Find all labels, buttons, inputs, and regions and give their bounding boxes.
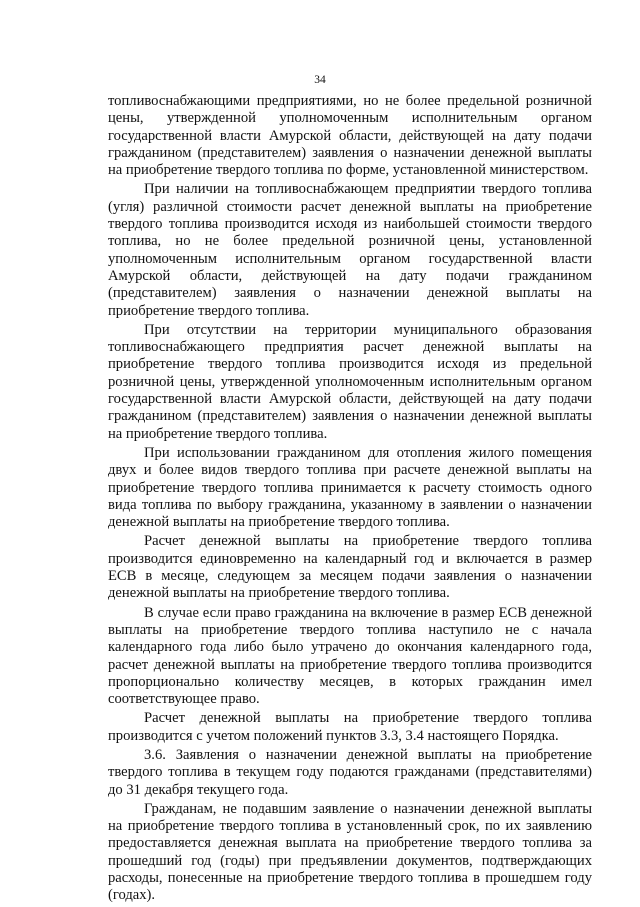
paragraph-clause-3-6: 3.6. Заявления о назначении денежной выплаты на приобретение твердого топлива в текущем году подаются гражданами (представителями) до 31 декабря текущего года. xyxy=(108,746,592,798)
paragraph-highest-price: При наличии на топливоснабжающем предприятии твердого топлива (угля) различной стоимости расчет денежной выплаты на приобретение твердого топлива производится исходя из наибольшей стоимости твердого топлива, но не более предельной розничной цены, установленной уполномоченным исполнительным органом государственной власти Амурской области, действующей на дату подачи гражданином (представителем) заявления о назначении денежной выплаты на приобретение твердого топлива. xyxy=(108,181,592,319)
document-body xyxy=(108,93,592,907)
paragraph-two-fuel-types: При использовании гражданином для отопления жилого помещения двух и более видов твердого топлива при расчете денежной выплаты на приобретение твердого топлива принимается к расчету стоимость одного вида топлива по выбору гражданина, указанному в заявлении о назначении денежной выплаты на приобретение твердого топлива. xyxy=(108,444,592,531)
paragraph-proportional-calculation: В случае если право гражданина на включение в размер ЕСВ денежной выплаты на приобретение твердого топлива наступило не с начала календарного года либо было утрачено до окончания календарного года, расчет денежной выплаты на приобретение твердого топлива производится пропорционально количеству месяцев, в которых гражданин имел соответствующее право. xyxy=(108,604,592,708)
paragraph-lump-sum-calculation: Расчет денежной выплаты на приобретение твердого топлива производится единовременно на календарный год и включается в размер ЕСВ в месяце, следующем за месяцем подачи заявления о назначении денежной выплаты на приобретение твердого топлива. xyxy=(108,533,592,602)
paragraph-continuation: топливоснабжающими предприятиями, но не более предельной розничной цены, утвержденной уполномоченным исполнительным органом государственной власти Амурской области, действующей на дату подачи гражданином (представителем) заявления о назначении денежной выплаты на приобретение твердого топлива по форме, установленной министерством. xyxy=(108,93,592,179)
page-number: 34 xyxy=(314,74,326,86)
paragraph-late-application: Гражданам, не подавшим заявление о назначении денежной выплаты на приобретение твердого топлива в установленный срок, по их заявлению предоставляется денежная выплата на приобретение твердого топлива за прошедший год (годы) при предъявлении документов, подтверждающих расходы, понесенные на приобретение твердого топлива в прошедшем году (годах). xyxy=(108,800,592,904)
paragraph-clauses-reference: Расчет денежной выплаты на приобретение твердого топлива производится с учетом положений пунктов 3.3, 3.4 настоящего Порядка. xyxy=(108,710,592,744)
paragraph-no-supplier: При отсутствии на территории муниципального образования топливоснабжающего предприятия расчет денежной выплаты на приобретение твердого топлива производится исходя из предельной розничной цены, утвержденной уполномоченным исполнительным органом государственной власти Амурской области, действующей на дату подачи гражданином (представителем) заявления о назначении денежной выплаты на приобретение твердого топлива. xyxy=(108,321,592,442)
